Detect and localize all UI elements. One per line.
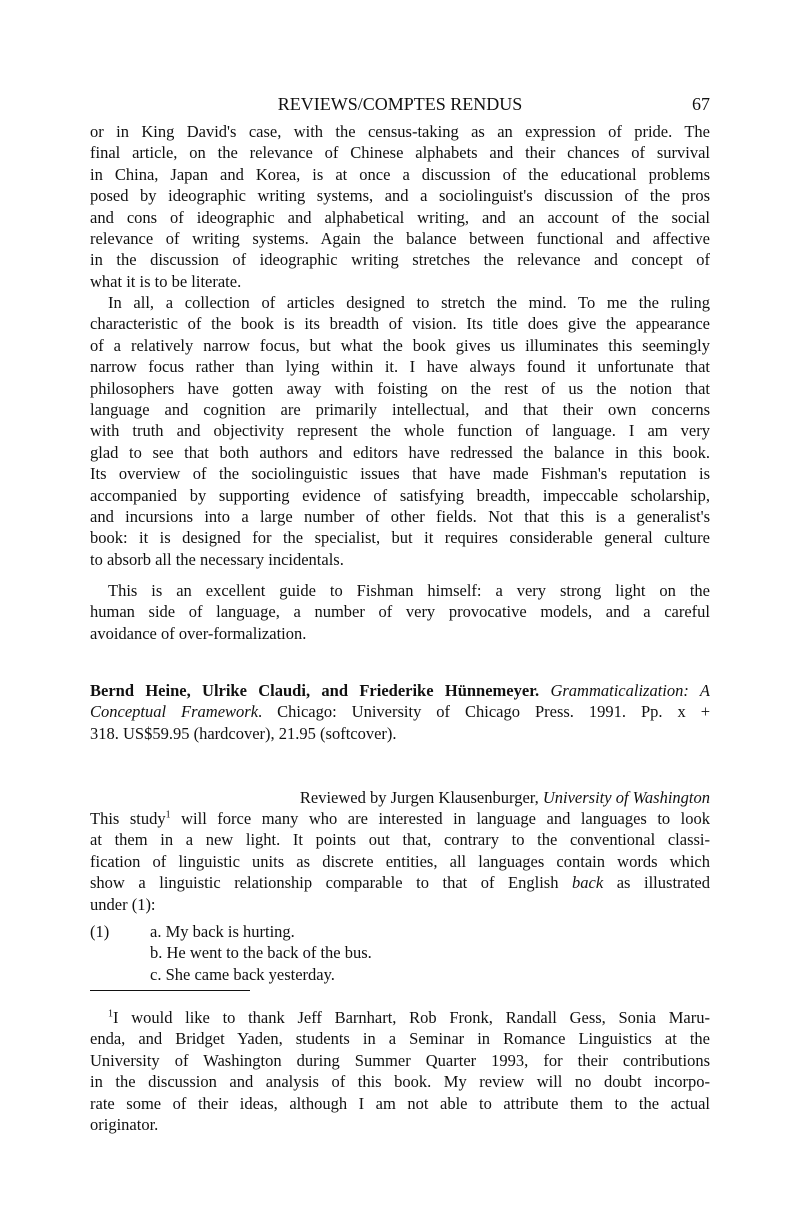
footnote-line: originator. xyxy=(90,1114,159,1134)
body-line: fication of linguistic units as discrete entities, all languages contain words which xyxy=(90,851,710,871)
paragraph-line: In all, a collection of articles designed to stretch the mind. To me the ruling xyxy=(108,293,710,312)
running-header xyxy=(90,94,710,118)
body-line: at them in a new light. It points out that, contrary to the conventional classi- xyxy=(90,830,710,850)
reviewer-name: Reviewed by Jurgen Klausenburger, xyxy=(299,788,539,807)
footnote-line: in the discussion and analysis of this book. My review will no doubt incorpo- xyxy=(90,1072,710,1092)
paragraph-line: characteristic of the book is its breadth of vision. Its title does give the appearance xyxy=(90,314,710,334)
paragraph-line: what it is to be literate. xyxy=(90,271,242,291)
paragraph-line: and cons of ideographic and alphabetical writing, and an account of the social xyxy=(90,207,710,227)
citation-price: 318. US$59.95 (hardcover), 21.95 (softcover). xyxy=(90,723,397,743)
body-text-italic: back xyxy=(572,873,604,893)
paragraph-line: accompanied by supporting evidence of satisfying breadth, impeccable scholarship, xyxy=(90,485,710,505)
body-line: under (1): xyxy=(90,894,156,914)
paragraph xyxy=(90,121,710,292)
paragraph-line: relevance of writing systems. Again the balance between functional and affective xyxy=(90,228,710,248)
footnote-divider xyxy=(90,990,250,991)
reviewer-line xyxy=(90,787,710,808)
paragraph-line: human side of language, a number of very provocative models, and a careful xyxy=(90,602,710,622)
paragraph-line: language and cognition are primarily intellectual, and that their own concerns xyxy=(90,399,710,419)
paragraph-line: book: it is designed for the specialist, but it requires considerable general culture xyxy=(90,528,710,548)
paragraph xyxy=(90,580,710,644)
paragraph-line: in the discussion of ideographic writing stretches the relevance and concept of xyxy=(90,250,710,270)
paragraph-line: in China, Japan and Korea, is at once a discussion of the educational problems xyxy=(90,164,710,184)
citation-title: Grammaticalization: A xyxy=(550,681,710,700)
paragraph-line: and incursions into a large number of other fields. Not that this is a generalist's xyxy=(90,506,710,526)
footnote-mark: 1 xyxy=(108,1008,113,1020)
paragraph-line: posed by ideographic writing systems, and a sociolinguist's discussion of the pros xyxy=(90,186,710,206)
footnote-line: enda, and Bridget Yaden, students in a Seminar in Romance Linguistics at the xyxy=(90,1029,710,1049)
body-text: will force many who are interested in language and languages to look xyxy=(170,809,711,828)
paragraph-line: philosophers have gotten away with foisting on the rest of us the notion that xyxy=(90,378,710,398)
page-number: 67 xyxy=(692,94,710,114)
body-text: as illustrated xyxy=(616,873,711,893)
paragraph-line: Its overview of the sociolinguistic issues that have made Fishman's reputation is xyxy=(90,464,710,484)
paragraph-line: to absorb all the necessary incidentals. xyxy=(90,549,344,569)
footnote-line: rate some of their ideas, although I am not able to attribute them to the actual xyxy=(90,1093,710,1113)
paragraph-line: of a relatively narrow focus, but what the book gives us illuminates this seemingly xyxy=(90,335,710,355)
paragraph-line: glad to see that both authors and editors have redressed the balance in this book. xyxy=(90,442,710,462)
example-number: (1) xyxy=(90,922,110,941)
body-text: This study xyxy=(90,809,166,828)
example-item: b. He went to the back of the bus. xyxy=(150,943,372,963)
footnote-line: University of Washington during Summer Quarter 1993, for their contributions xyxy=(90,1050,710,1070)
review-body xyxy=(90,808,710,915)
paragraph-line: This is an excellent guide to Fishman himself: a very strong light on the xyxy=(108,581,710,600)
reviewer-affiliation: University of Washington xyxy=(542,788,710,807)
paragraph-line: narrow focus rather than lying within it. I have always found it unfortunate that xyxy=(90,357,710,377)
footnote xyxy=(90,1007,710,1135)
example-item: a. My back is hurting. xyxy=(150,922,295,941)
body-text: show a linguistic relationship comparable to that of English xyxy=(90,873,559,893)
paragraph-line: or in King David's case, with the census-taking as an expression of pride. The xyxy=(90,122,710,141)
citation-title-cont: Conceptual Framework xyxy=(90,702,259,722)
paragraph xyxy=(90,292,710,570)
footnote-reference: 1 xyxy=(165,809,171,821)
book-citation xyxy=(90,680,710,744)
citation-authors: Bernd Heine, Ulrike Claudi, and Friederike Hünnemeyer. xyxy=(90,681,540,700)
paragraph-line: avoidance of over-formalization. xyxy=(90,623,307,643)
example-item: c. She came back yesterday. xyxy=(150,964,335,984)
paragraph-line: final article, on the relevance of Chinese alphabets and their chances of survival xyxy=(90,143,710,163)
citation-publisher: . Chicago: University of Chicago Press. 1991. Pp. x + xyxy=(258,702,711,722)
running-title: REVIEWS/COMPTES RENDUS xyxy=(277,94,523,114)
paragraph-line: with truth and objectivity represent the whole function of language. I am very xyxy=(90,421,710,441)
footnote-text: I would like to thank Jeff Barnhart, Rob Fronk, Randall Gess, Sonia Maru- xyxy=(113,1008,710,1027)
